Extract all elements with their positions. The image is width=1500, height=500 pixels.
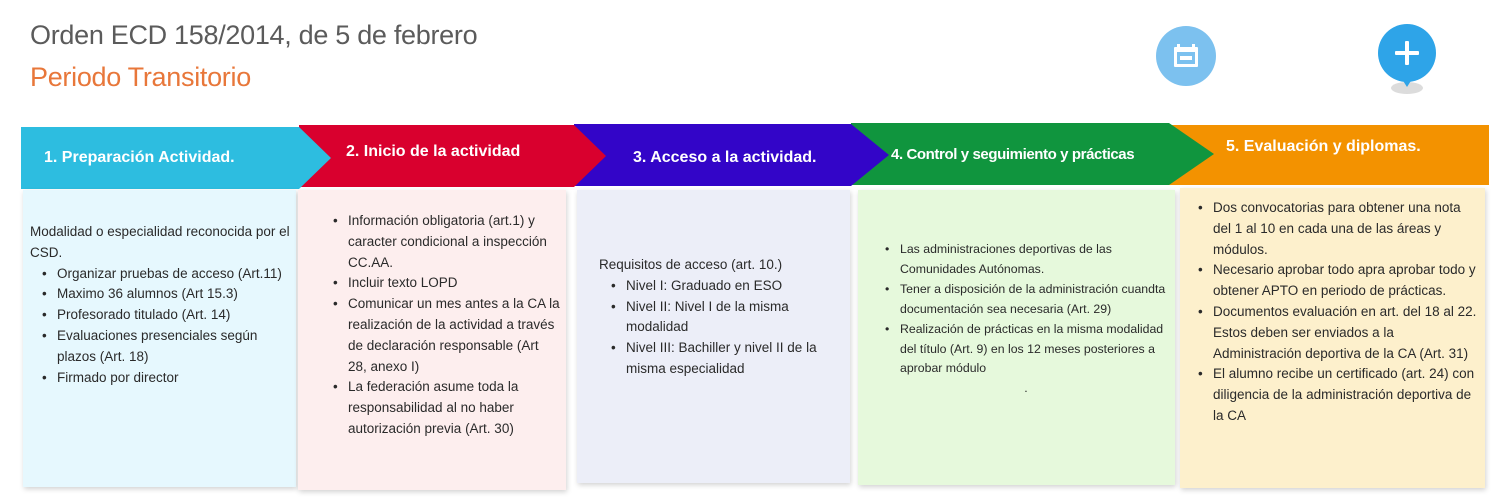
panel-intro: Modalidad o especialidad reconocida por el CSD. xyxy=(30,224,290,260)
arrow-head xyxy=(299,127,331,189)
step-header-2 xyxy=(299,125,574,187)
list-item: • Incluir texto LOPD xyxy=(321,273,560,294)
panel-list xyxy=(321,211,560,440)
plus-icon xyxy=(1395,41,1419,65)
panel-intro: Requisitos de acceso (art. 10.) xyxy=(599,257,783,272)
list-item: • Nivel I: Graduado en ESO xyxy=(599,276,844,297)
list-item: • Comunicar un mes antes a la CA la realización de la actividad a través de declaración responsable (Art 28, anexo I) xyxy=(321,294,560,377)
calendar-icon xyxy=(1173,44,1199,68)
step-label: 3. Acceso a la actividad. xyxy=(633,149,817,166)
step-label: 2. Inicio de la actividad xyxy=(346,143,521,160)
panel-list xyxy=(1186,198,1477,427)
panel-list xyxy=(30,264,290,389)
step-label: 5. Evaluación y diplomas. xyxy=(1226,138,1421,155)
list-item: • La federación asume toda la responsabilidad al no haber autorización previa (Art. 30) xyxy=(321,377,560,439)
step-panel-4 xyxy=(858,190,1175,485)
list-item: • Nivel III: Bachiller y nivel II de la misma especialidad xyxy=(599,338,844,380)
list-item: • Dos convocatorias para obtener una nota del 1 al 10 en cada una de las áreas y módulos. xyxy=(1186,198,1477,260)
step-panel-3 xyxy=(577,190,850,483)
panel-list xyxy=(873,240,1167,379)
step-label: 4. Control y seguimiento y prácticas xyxy=(891,145,1135,163)
list-item: • Evaluaciones presenciales según plazos (Art. 18) xyxy=(30,326,290,368)
add-pin xyxy=(1378,24,1436,82)
step-header-3 xyxy=(574,124,851,186)
step-panel-2 xyxy=(298,190,566,490)
step-header-5 xyxy=(1169,125,1489,185)
list-item: • Necesario aprobar todo apra aprobar todo y obtener APTO en periodo de prácticas. xyxy=(1186,260,1477,302)
add-button[interactable] xyxy=(1378,24,1436,98)
list-item: • Realización de prácticas en la misma modalidad del título (Art. 9) en los 12 meses posteriores a aprobar módulo xyxy=(873,320,1167,380)
step-label: 1. Preparación Actividad. xyxy=(44,149,235,166)
list-item: • Documentos evaluación en art. del 18 al 22. Estos deben ser enviados a la Administración deportiva de la CA (Art. 31) xyxy=(1186,302,1477,364)
list-item: • Tener a disposición de la administración cuandta documentación sea necesaria (Art. 29) xyxy=(873,280,1167,320)
arrow-head xyxy=(851,124,889,186)
step-panel-5 xyxy=(1180,188,1485,488)
list-item: • Las administraciones deportivas de las Comunidades Autónomas. xyxy=(873,240,1167,280)
arrow-head xyxy=(1169,123,1214,185)
list-item: • Información obligatoria (art.1) y caracter condicional a inspección CC.AA. xyxy=(321,211,560,273)
list-item: • Profesorado titulado (Art. 14) xyxy=(30,305,290,326)
calendar-button[interactable] xyxy=(1156,26,1216,86)
list-item: • El alumno recibe un certificado (art. 24) con diligencia de la administración deportiva de la CA xyxy=(1186,364,1477,426)
arrow-head xyxy=(574,125,606,187)
list-item: • Maximo 36 alumnos (Art 15.3) xyxy=(30,284,290,305)
list-item: • Organizar pruebas de acceso (Art.11) xyxy=(30,264,290,285)
step-panel-1 xyxy=(23,190,296,487)
step-header-1 xyxy=(21,127,299,189)
step-header-4 xyxy=(851,123,1169,185)
trailing-dot: . xyxy=(1024,381,1028,396)
page-subtitle: Periodo Transitorio xyxy=(30,62,251,92)
list-item: • Firmado por director xyxy=(30,368,290,389)
panel-list xyxy=(599,276,844,380)
list-item: • Nivel II: Nivel I de la misma modalidad xyxy=(599,297,844,339)
page-title: Orden ECD 158/2014, de 5 de febrero xyxy=(30,20,478,50)
